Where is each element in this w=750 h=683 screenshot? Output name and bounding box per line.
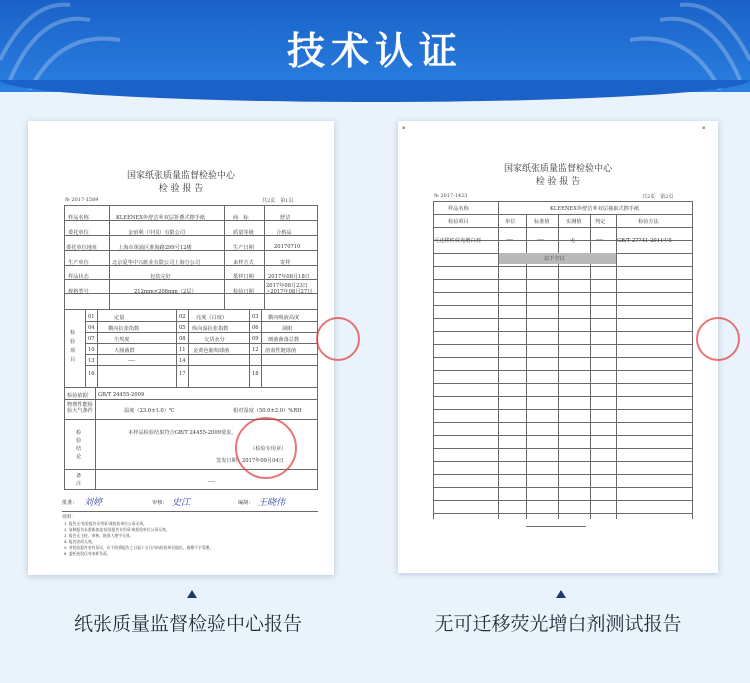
environment-humidity: 相对湿度（50.0±2.0）%RH: [233, 408, 302, 414]
arrow-up-icon: [556, 590, 566, 598]
report-number: № 2017-1589: [65, 197, 99, 203]
grid-row-line: [433, 331, 693, 332]
result-cell: ----: [596, 237, 604, 243]
grid-row-line: [433, 396, 693, 397]
item-code: 02: [179, 314, 186, 320]
conclusion-text: 本样品检验结果符合GB/T 24455-2009要求。: [128, 430, 237, 436]
sign-date: 签发日期：2017年09月04日: [216, 458, 284, 464]
sample-value: KLEENEX®舒洁®双层抽取式擦手纸: [550, 206, 640, 212]
item-code: 03: [252, 314, 259, 320]
audit-signature: 史江: [172, 498, 191, 508]
grid-row-line: [433, 279, 693, 280]
grid-row-line: [433, 318, 693, 319]
col-header: 标准值: [534, 219, 550, 225]
item-code: 12: [252, 347, 259, 353]
inspection-seal-stamp: [235, 417, 297, 479]
col-header: 实测值: [566, 219, 582, 225]
notes-title: 说明：: [62, 515, 76, 520]
blank-text: 以下空白: [544, 256, 565, 262]
item-name: 定量: [114, 315, 125, 321]
approve-signature: 刘婷: [84, 498, 103, 508]
grid-row-line: [433, 448, 693, 449]
item-code: 09: [252, 336, 259, 342]
row-value: 20170710: [274, 244, 301, 250]
item-code: 11: [179, 347, 186, 353]
item-name: 溶血性链球菌: [265, 348, 297, 354]
item-code: 01: [88, 314, 95, 320]
row-label: 商 标: [233, 215, 249, 221]
items-label: 检验项目: [70, 330, 76, 363]
doc-subtitle: 检 验 报 告: [158, 184, 204, 194]
row-label: 样品名称: [68, 215, 89, 221]
note-line: 2. 复制报告未重新加盖'检验报告专用章'或检验单位公章无效。: [64, 527, 170, 532]
page-number: 共2页 第2页: [642, 194, 674, 200]
row-label: 来样方式: [233, 260, 254, 266]
row-value: 2017年08月18日: [268, 274, 310, 280]
result-cell: ----: [537, 237, 545, 243]
item-name: 洞眼: [282, 326, 293, 332]
item-name: 尘埃度: [114, 337, 130, 343]
item-name: 亮度（白度）: [196, 315, 228, 321]
note-line: 1. 报告无'检验报告专用章'或检验单位公章无效。: [64, 521, 147, 526]
note-line: 5. 对检验报告若有异议，应于收到报告之日起十五日内向检验单位提出，逾期不予受理。: [64, 545, 214, 550]
col-header: 检验方法: [638, 219, 659, 225]
row-label: 生产单位: [68, 260, 89, 266]
caption-left: 纸张质量监督检验中心报告: [73, 613, 302, 635]
note-line: 6. 委托检验仅对来样负责。: [64, 551, 111, 556]
approve-label: 批准：: [62, 500, 78, 506]
arrow-up-icon: [187, 590, 197, 598]
row-label: 委托单位: [68, 230, 89, 236]
row-label: 生产日期: [233, 245, 254, 251]
corner-mark: ▪: [702, 125, 706, 131]
grid-row-line: [433, 487, 693, 488]
grid-row-line: [433, 292, 693, 293]
item-name: 交货水分: [204, 337, 225, 343]
item-name: 金黄色葡萄球菌: [193, 348, 230, 354]
item-name: 大肠菌群: [114, 348, 135, 354]
result-cell: 可迁移性荧光增白剂: [434, 238, 481, 244]
item-code: 07: [88, 336, 95, 342]
sample-label: 样品名称: [448, 206, 469, 212]
inspection-report-document: [28, 121, 334, 575]
corner-mark: ▪: [402, 125, 406, 131]
item-code: 04: [88, 325, 95, 331]
result-cell: 无: [570, 238, 576, 244]
row-value: 2017年08月23日~2017年08月27日: [266, 283, 313, 295]
official-seal-stamp: [696, 317, 740, 361]
item-name: 纵向湿抗张指数: [192, 326, 229, 332]
row-label: 检验日期: [233, 289, 254, 295]
doc-center-name: 国家纸张质量监督检验中心: [503, 164, 612, 174]
grid-row-line: [433, 409, 693, 410]
remark-value: ----: [208, 479, 216, 485]
row-value: 寄样: [280, 260, 291, 266]
col-header: 检验项目: [448, 219, 469, 225]
audit-label: 审核：: [152, 500, 168, 506]
item-code: 18: [252, 371, 259, 377]
item-code: 05: [179, 325, 186, 331]
row-value: 北京爱华中兴纸业有限公司上海分公司: [112, 260, 201, 266]
row-label: 规格型号: [68, 289, 89, 295]
compile-signature: 王晓伟: [258, 498, 286, 508]
grid-row-line: [433, 370, 693, 371]
item-code: 13: [88, 358, 95, 364]
item-name: 横向抗张指数: [108, 326, 140, 332]
item-code: 17: [179, 371, 186, 377]
note-line: 3. 报告无主检、审核、批准人签字无效。: [64, 533, 134, 538]
row-value: KLEENEX®舒洁®双层折叠式擦手纸: [116, 215, 206, 221]
header-banner: [0, 0, 750, 92]
basis-value: GB/T 24455-2009: [98, 392, 145, 398]
row-label: 抵样日期: [233, 274, 254, 280]
fluorescent-test-document: [398, 121, 718, 573]
item-code: 16: [88, 371, 95, 377]
stamp-caption: （检验专用章）: [250, 446, 287, 452]
grid-row-line: [433, 474, 693, 475]
doc-subtitle: 检 验 报 告: [535, 177, 581, 187]
row-label: 委托单位地址: [66, 245, 98, 251]
item-code: 08: [179, 336, 186, 342]
col-header: 判定: [595, 219, 606, 225]
grid-row-line: [433, 357, 693, 358]
grid-row-line: [433, 513, 693, 514]
result-cell: ----: [506, 237, 514, 243]
item-code: 14: [179, 358, 186, 364]
row-value: 包装完好: [150, 274, 171, 280]
item-name: ----: [128, 358, 136, 364]
grid-row-line: [433, 344, 693, 345]
item-name: 细菌菌落总数: [268, 337, 300, 343]
row-value: 212mm×208mm（2层）: [134, 289, 197, 295]
basis-label: 检验依据: [67, 393, 88, 399]
page-title: 技术认证: [286, 29, 463, 73]
item-name: 横向吸液高度: [268, 315, 300, 321]
item-code: 06: [252, 325, 259, 331]
row-value: 金佰利（中国）有限公司: [128, 230, 186, 236]
row-label: 样品状态: [68, 274, 89, 280]
item-code: 10: [88, 347, 95, 353]
report-number: № 2017-1423: [434, 193, 468, 199]
col-header: 单位: [505, 219, 516, 225]
caption-right: 无可迁移荧光增白剂测试报告: [434, 613, 682, 635]
grid-row-line: [433, 266, 693, 267]
signature-line: [526, 526, 586, 527]
row-value: 舒洁: [280, 215, 291, 221]
environment-label: 物理性能检验大气条件: [67, 402, 93, 414]
grid-row-line: [433, 305, 693, 306]
grid-row-line: [433, 435, 693, 436]
remark-label: 备注: [76, 473, 82, 487]
row-value: 合格品: [276, 230, 292, 236]
doc-center-name: 国家纸张质量监督检验中心: [126, 171, 235, 181]
grid-row-line: [433, 383, 693, 384]
official-seal-stamp: [316, 317, 360, 361]
page-number: 共2页 第1页: [262, 198, 294, 204]
row-value: 上海市黄浦区淮海路299号12楼: [118, 245, 192, 251]
environment-temp: 温度（23.0±1.0）℃: [124, 408, 175, 414]
grid-row-line: [433, 422, 693, 423]
grid-row-line: [433, 500, 693, 501]
row-label: 质量等级: [233, 230, 254, 236]
note-line: 4. 报告涂改无效。: [64, 539, 96, 544]
compile-label: 编制：: [238, 500, 254, 506]
grid-row-line: [433, 461, 693, 462]
conclusion-label: 检验结论: [76, 430, 82, 460]
result-cell: GB/T 27741-2011中5: [617, 238, 672, 244]
